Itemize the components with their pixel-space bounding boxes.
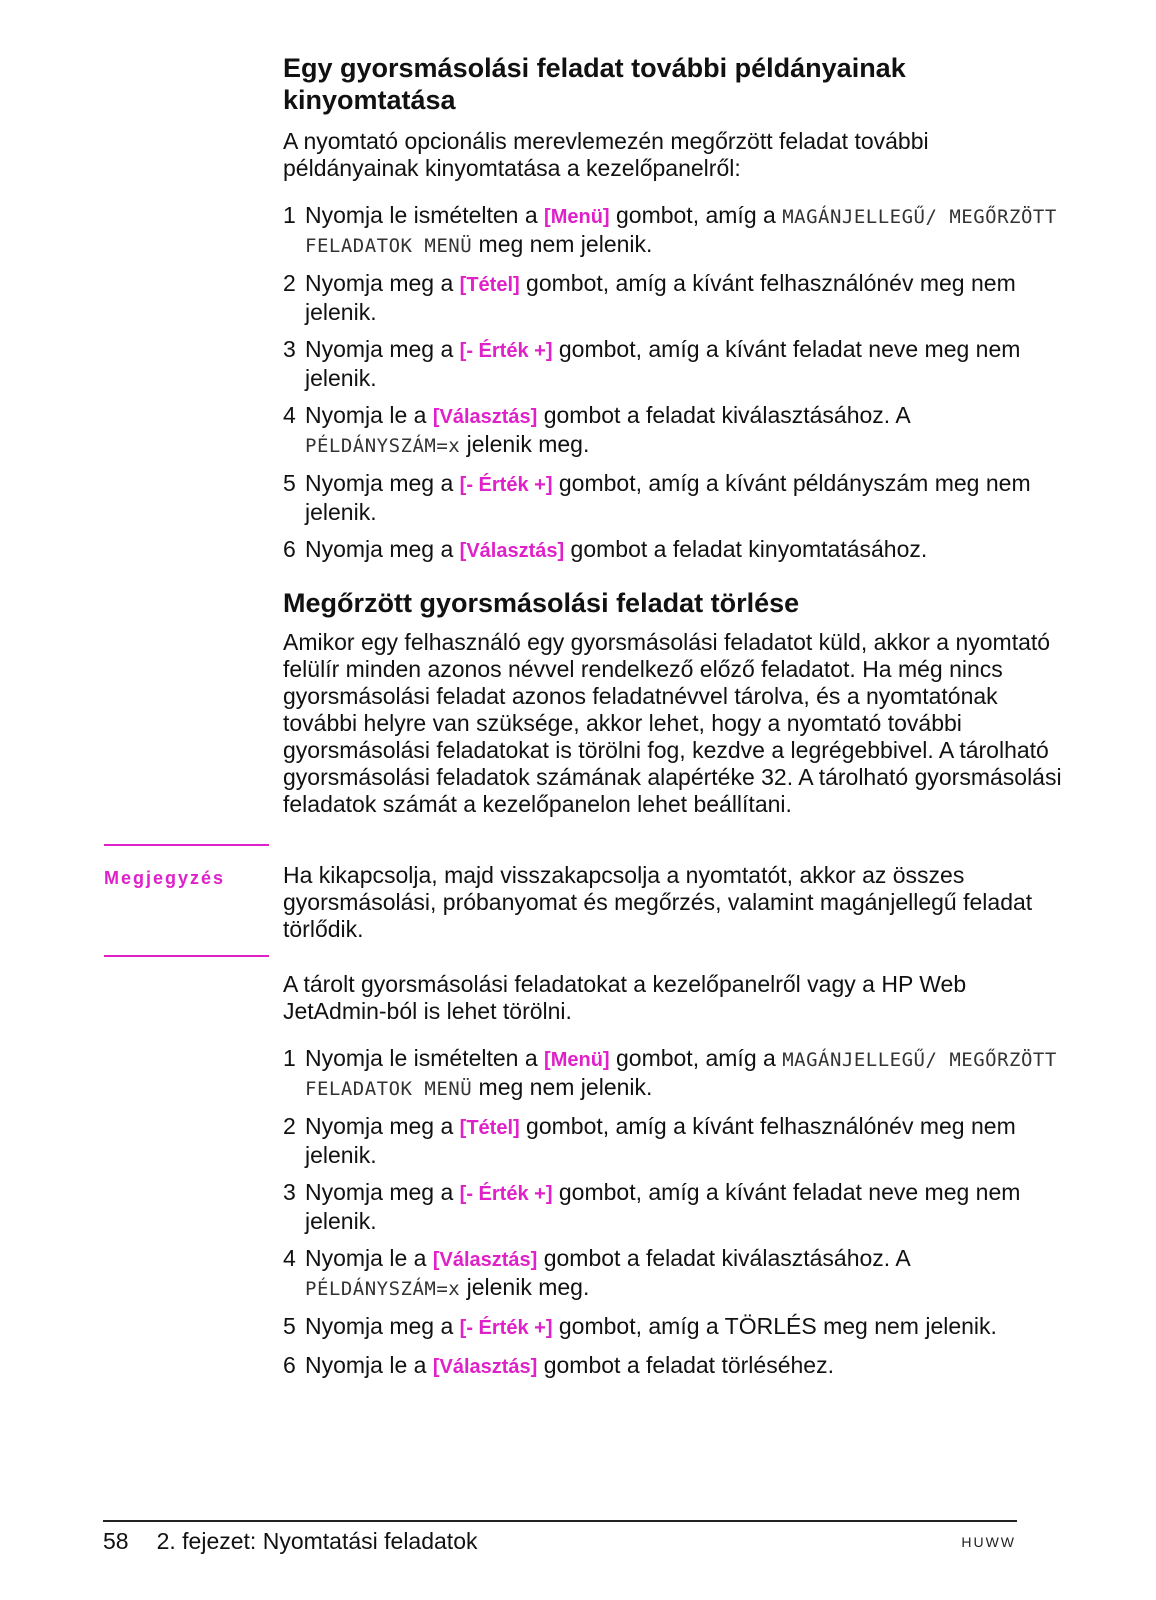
panel-button-label: [Menü] [544,206,610,228]
panel-button-label: [Menü] [544,1049,610,1071]
page-number: 58 [103,1528,129,1554]
step-text: gombot, amíg a [609,1045,783,1071]
step-text: Nyomja le ismételten a [305,1045,545,1071]
step-text: gombot, amíg a [609,202,783,228]
section1-title: Egy gyorsmásolási feladat további példányainak kinyomtatása [283,53,906,115]
section2-body: Amikor egy felhasználó egy gyorsmásolási feladatot küld, akkor a nyomtató felülír minden azonos névvel rendelkező előző feladatot. Ha még nincs gyorsmásolási feladat azonos feladatnévvel tárolva, és a nyomtatónak további helyre van szüksége, akkor lehet, hogy a nyomtató további gyorsmásolási feladatokat is törölni fog, kezdve a legrégebbivel. A tárolható gyorsmásolási feladatok számának alapértéke 32. A tárolható gyorsmásolási feladatok számát a kezelőpanelon lehet beállítani. [283,629,1062,817]
section2-steps [283,1045,1063,1381]
footer-left [103,1528,477,1555]
panel-button-label: [- Érték +] [459,1317,553,1339]
step-number: 3 [283,336,296,362]
step-text: jelenik meg. [460,1274,590,1300]
footer-rule [103,1520,1017,1522]
step-text: meg nem jelenik. [472,1074,653,1100]
lcd-display-text: MAGÁNJELLEGŰ/ MEGŐRZÖTT FELADATOK MENÜ [305,206,1057,257]
step-text: Nyomja le a [305,1245,433,1271]
step-number: 4 [283,402,296,428]
section2-title: Megőrzött gyorsmásolási feladat törlése [283,588,800,618]
step-text: Nyomja meg a [305,1113,460,1139]
step-text: gombot a feladat kinyomtatásához. [564,536,928,562]
step-item [283,1352,1063,1381]
lcd-display-text: MAGÁNJELLEGŰ/ MEGŐRZÖTT FELADATOK MENÜ [305,1049,1057,1100]
step-text: gombot, amíg a kívánt feladat neve meg nem jelenik. [305,336,1021,391]
step-text: Nyomja meg a [305,1313,460,1339]
section1-steps [283,202,1063,565]
lcd-display-text: PÉLDÁNYSZÁM=x [305,1278,461,1300]
step-text: Nyomja le a [305,1352,433,1378]
footer-code: HUWW [961,1534,1016,1550]
section1-intro: A nyomtató opcionális merevlemezén megőrzött feladat további példányainak kinyomtatása a kezelőpanelről: [283,128,929,181]
step-text: gombot, amíg a kívánt felhasználónév meg nem jelenik. [305,1113,1016,1168]
section2-after-note: A tárolt gyorsmásolási feladatokat a kezelőpanelről vagy a HP Web JetAdmin-ból is lehet törölni. [283,971,967,1024]
step-text: jelenik meg. [460,431,590,457]
step-text: gombot a feladat törléséhez. [537,1352,834,1378]
step-number: 5 [283,1313,296,1339]
step-item [283,402,1063,460]
step-item [283,1179,1063,1235]
page-content [104,52,1063,1391]
step-number: 1 [283,202,296,228]
step-item [283,336,1063,392]
step-text: gombot a feladat kiválasztásához. A [537,402,910,428]
panel-button-label: [Tétel] [459,274,520,296]
note-bottom-rule [104,955,269,957]
panel-button-label: [Választás] [432,406,538,428]
lcd-display-text: PÉLDÁNYSZÁM=x [305,435,461,457]
step-number: 2 [283,1113,296,1139]
step-item [283,1245,1063,1303]
panel-button-label: [- Érték +] [459,340,553,362]
chapter-title: 2. fejezet: Nyomtatási feladatok [156,1528,478,1554]
step-text: Nyomja le a [305,402,433,428]
step-text: gombot, amíg a TÖRLÉS meg nem jelenik. [552,1313,997,1339]
panel-button-label: [Választás] [459,540,565,562]
step-text: gombot a feladat kiválasztásához. A [537,1245,910,1271]
step-text: meg nem jelenik. [472,231,653,257]
step-number: 1 [283,1045,296,1071]
note-block [104,844,1063,943]
step-item [283,470,1063,526]
step-text: Nyomja meg a [305,1179,460,1205]
step-item [283,1113,1063,1169]
step-text: Nyomja le ismételten a [305,202,545,228]
note-text: Ha kikapcsolja, majd visszakapcsolja a nyomtatót, akkor az összes gyorsmásolási, próbanyomat és megőrzés, valamint magánjellegű feladat törlődik. [283,862,1033,942]
step-number: 6 [283,536,296,562]
step-text: gombot, amíg a kívánt felhasználónév meg nem jelenik. [305,270,1016,325]
step-item [283,536,1063,565]
step-number: 5 [283,470,296,496]
panel-button-label: [- Érték +] [459,1183,553,1205]
step-number: 4 [283,1245,296,1271]
step-text: Nyomja meg a [305,536,460,562]
step-number: 3 [283,1179,296,1205]
panel-button-label: [- Érték +] [459,474,553,496]
panel-button-label: [Választás] [432,1356,538,1378]
step-item [283,1313,1063,1342]
panel-button-label: [Tétel] [459,1117,520,1139]
step-item [283,1045,1063,1103]
step-text: gombot, amíg a kívánt példányszám meg nem jelenik. [305,470,1031,525]
step-number: 2 [283,270,296,296]
step-text: Nyomja meg a [305,470,460,496]
step-number: 6 [283,1352,296,1378]
panel-button-label: [Választás] [432,1249,538,1271]
step-text: gombot, amíg a kívánt feladat neve meg nem jelenik. [305,1179,1021,1234]
step-text: Nyomja meg a [305,336,460,362]
note-top-rule [104,844,269,846]
step-item [283,270,1063,326]
step-item [283,202,1063,260]
note-label: Megjegyzés [104,868,226,888]
step-text: Nyomja meg a [305,270,460,296]
